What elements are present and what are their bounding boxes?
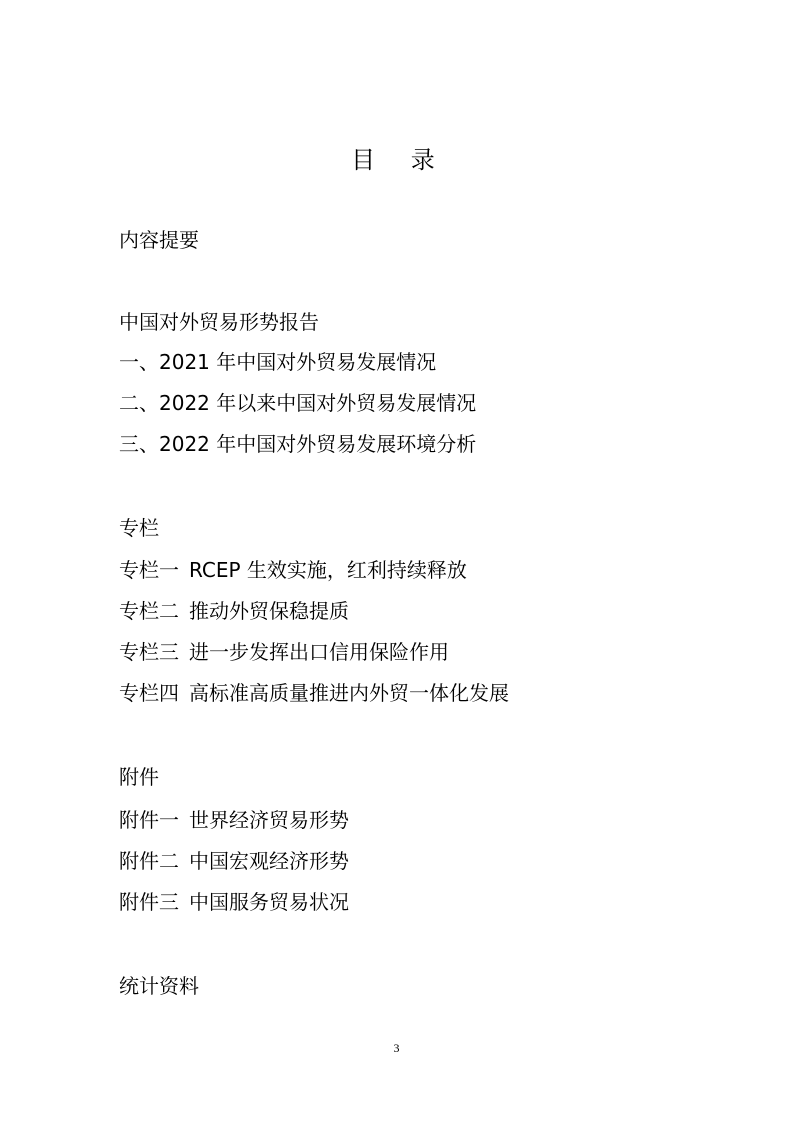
toc-item-label: 专栏三 (119, 640, 179, 664)
toc-item-appendix-1[interactable] (119, 806, 349, 834)
toc-item-statistics[interactable]: 统计资料 (119, 974, 199, 998)
toc-item-label: 附件三 (119, 890, 179, 914)
toc-heading-columns[interactable]: 专栏 (119, 516, 159, 540)
toc-item-report-1[interactable]: 一、2021 年中国对外贸易发展情况 (119, 350, 437, 374)
toc-item-label: 附件一 (119, 808, 179, 832)
toc-item-column-2[interactable] (119, 597, 349, 625)
toc-item-column-3[interactable] (119, 638, 449, 666)
toc-item-label: 专栏二 (119, 599, 179, 623)
page-number: 3 (393, 1041, 400, 1055)
toc-item-appendix-3[interactable] (119, 888, 349, 916)
toc-item-appendix-2[interactable] (119, 847, 349, 875)
toc-item-text: 世界经济贸易形势 (189, 808, 349, 832)
toc-item-label: 附件二 (119, 849, 179, 873)
toc-heading-appendices[interactable]: 附件 (119, 765, 159, 789)
toc-item-text: RCEP 生效实施，红利持续释放 (189, 558, 467, 582)
toc-item-label: 专栏一 (119, 558, 179, 582)
toc-item-label: 专栏四 (119, 681, 179, 705)
toc-item-text: 推动外贸保稳提质 (189, 599, 349, 623)
toc-item-column-1[interactable] (119, 556, 467, 584)
page-title: 目 录 (351, 146, 449, 174)
toc-item-column-4[interactable] (119, 679, 509, 707)
toc-item-report-2[interactable]: 二、2022 年以来中国对外贸易发展情况 (119, 391, 477, 415)
toc-item-report-3[interactable]: 三、2022 年中国对外贸易发展环境分析 (119, 432, 477, 456)
toc-item-text: 进一步发挥出口信用保险作用 (189, 640, 449, 664)
toc-heading-report[interactable]: 中国对外贸易形势报告 (119, 310, 319, 334)
toc-item-text: 中国宏观经济形势 (189, 849, 349, 873)
toc-item-text: 高标准高质量推进内外贸一体化发展 (189, 681, 509, 705)
toc-item-text: 中国服务贸易状况 (189, 890, 349, 914)
toc-item-summary[interactable]: 内容提要 (119, 228, 199, 252)
